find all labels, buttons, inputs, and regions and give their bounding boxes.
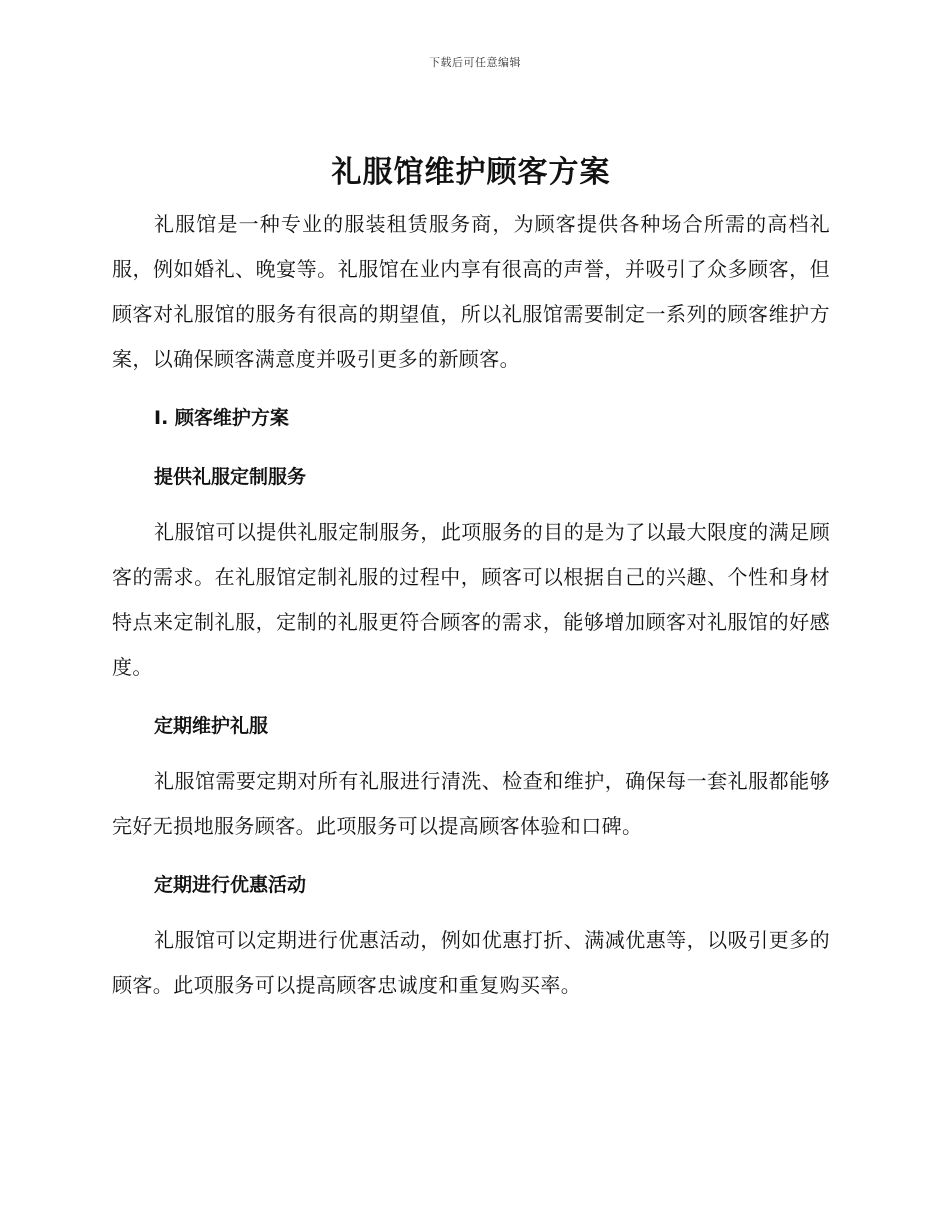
subsection-heading-custom-tailoring: 提供礼服定制服务 — [154, 466, 307, 488]
subsection-heading-promotions: 定期进行优惠活动 — [154, 874, 307, 896]
section-heading: Ⅰ. 顾客维护方案 — [154, 407, 289, 429]
subsection-heading-regular-maintenance: 定期维护礼服 — [154, 715, 269, 737]
intro-paragraph: 礼服馆是一种专业的服装租赁服务商，为顾客提供各种场合所需的高档礼服，例如婚礼、晚宴等。礼服馆在业内享有很高的声誉，并吸引了众多顾客，但顾客对礼服馆的服务有很高的期望值，所以礼服馆需要制定一系列的顾客维护方案，以确保顾客满意度并吸引更多的新顾客。 — [112, 212, 830, 371]
document-title: 礼服馆维护顾客方案 — [331, 155, 611, 190]
subsection-paragraph-custom-tailoring: 礼服馆可以提供礼服定制服务，此项服务的目的是为了以最大限度的满足顾客的需求。在礼服馆定制礼服的过程中，顾客可以根据自己的兴趣、个性和身材特点来定制礼服，定制的礼服更符合顾客的需求，能够增加顾客对礼服馆的好感度。 — [112, 520, 830, 679]
subsection-paragraph-promotions: 礼服馆可以定期进行优惠活动，例如优惠打折、满减优惠等，以吸引更多的顾客。此项服务可以提高顾客忠诚度和重复购买率。 — [112, 928, 830, 997]
document-body — [112, 150, 830, 1008]
subsection-paragraph-regular-maintenance: 礼服馆需要定期对所有礼服进行清洗、检查和维护，确保每一套礼服都能够完好无损地服务顾客。此项服务可以提高顾客体验和口碑。 — [112, 769, 830, 838]
header-note: 下载后可任意编辑 — [429, 56, 521, 69]
